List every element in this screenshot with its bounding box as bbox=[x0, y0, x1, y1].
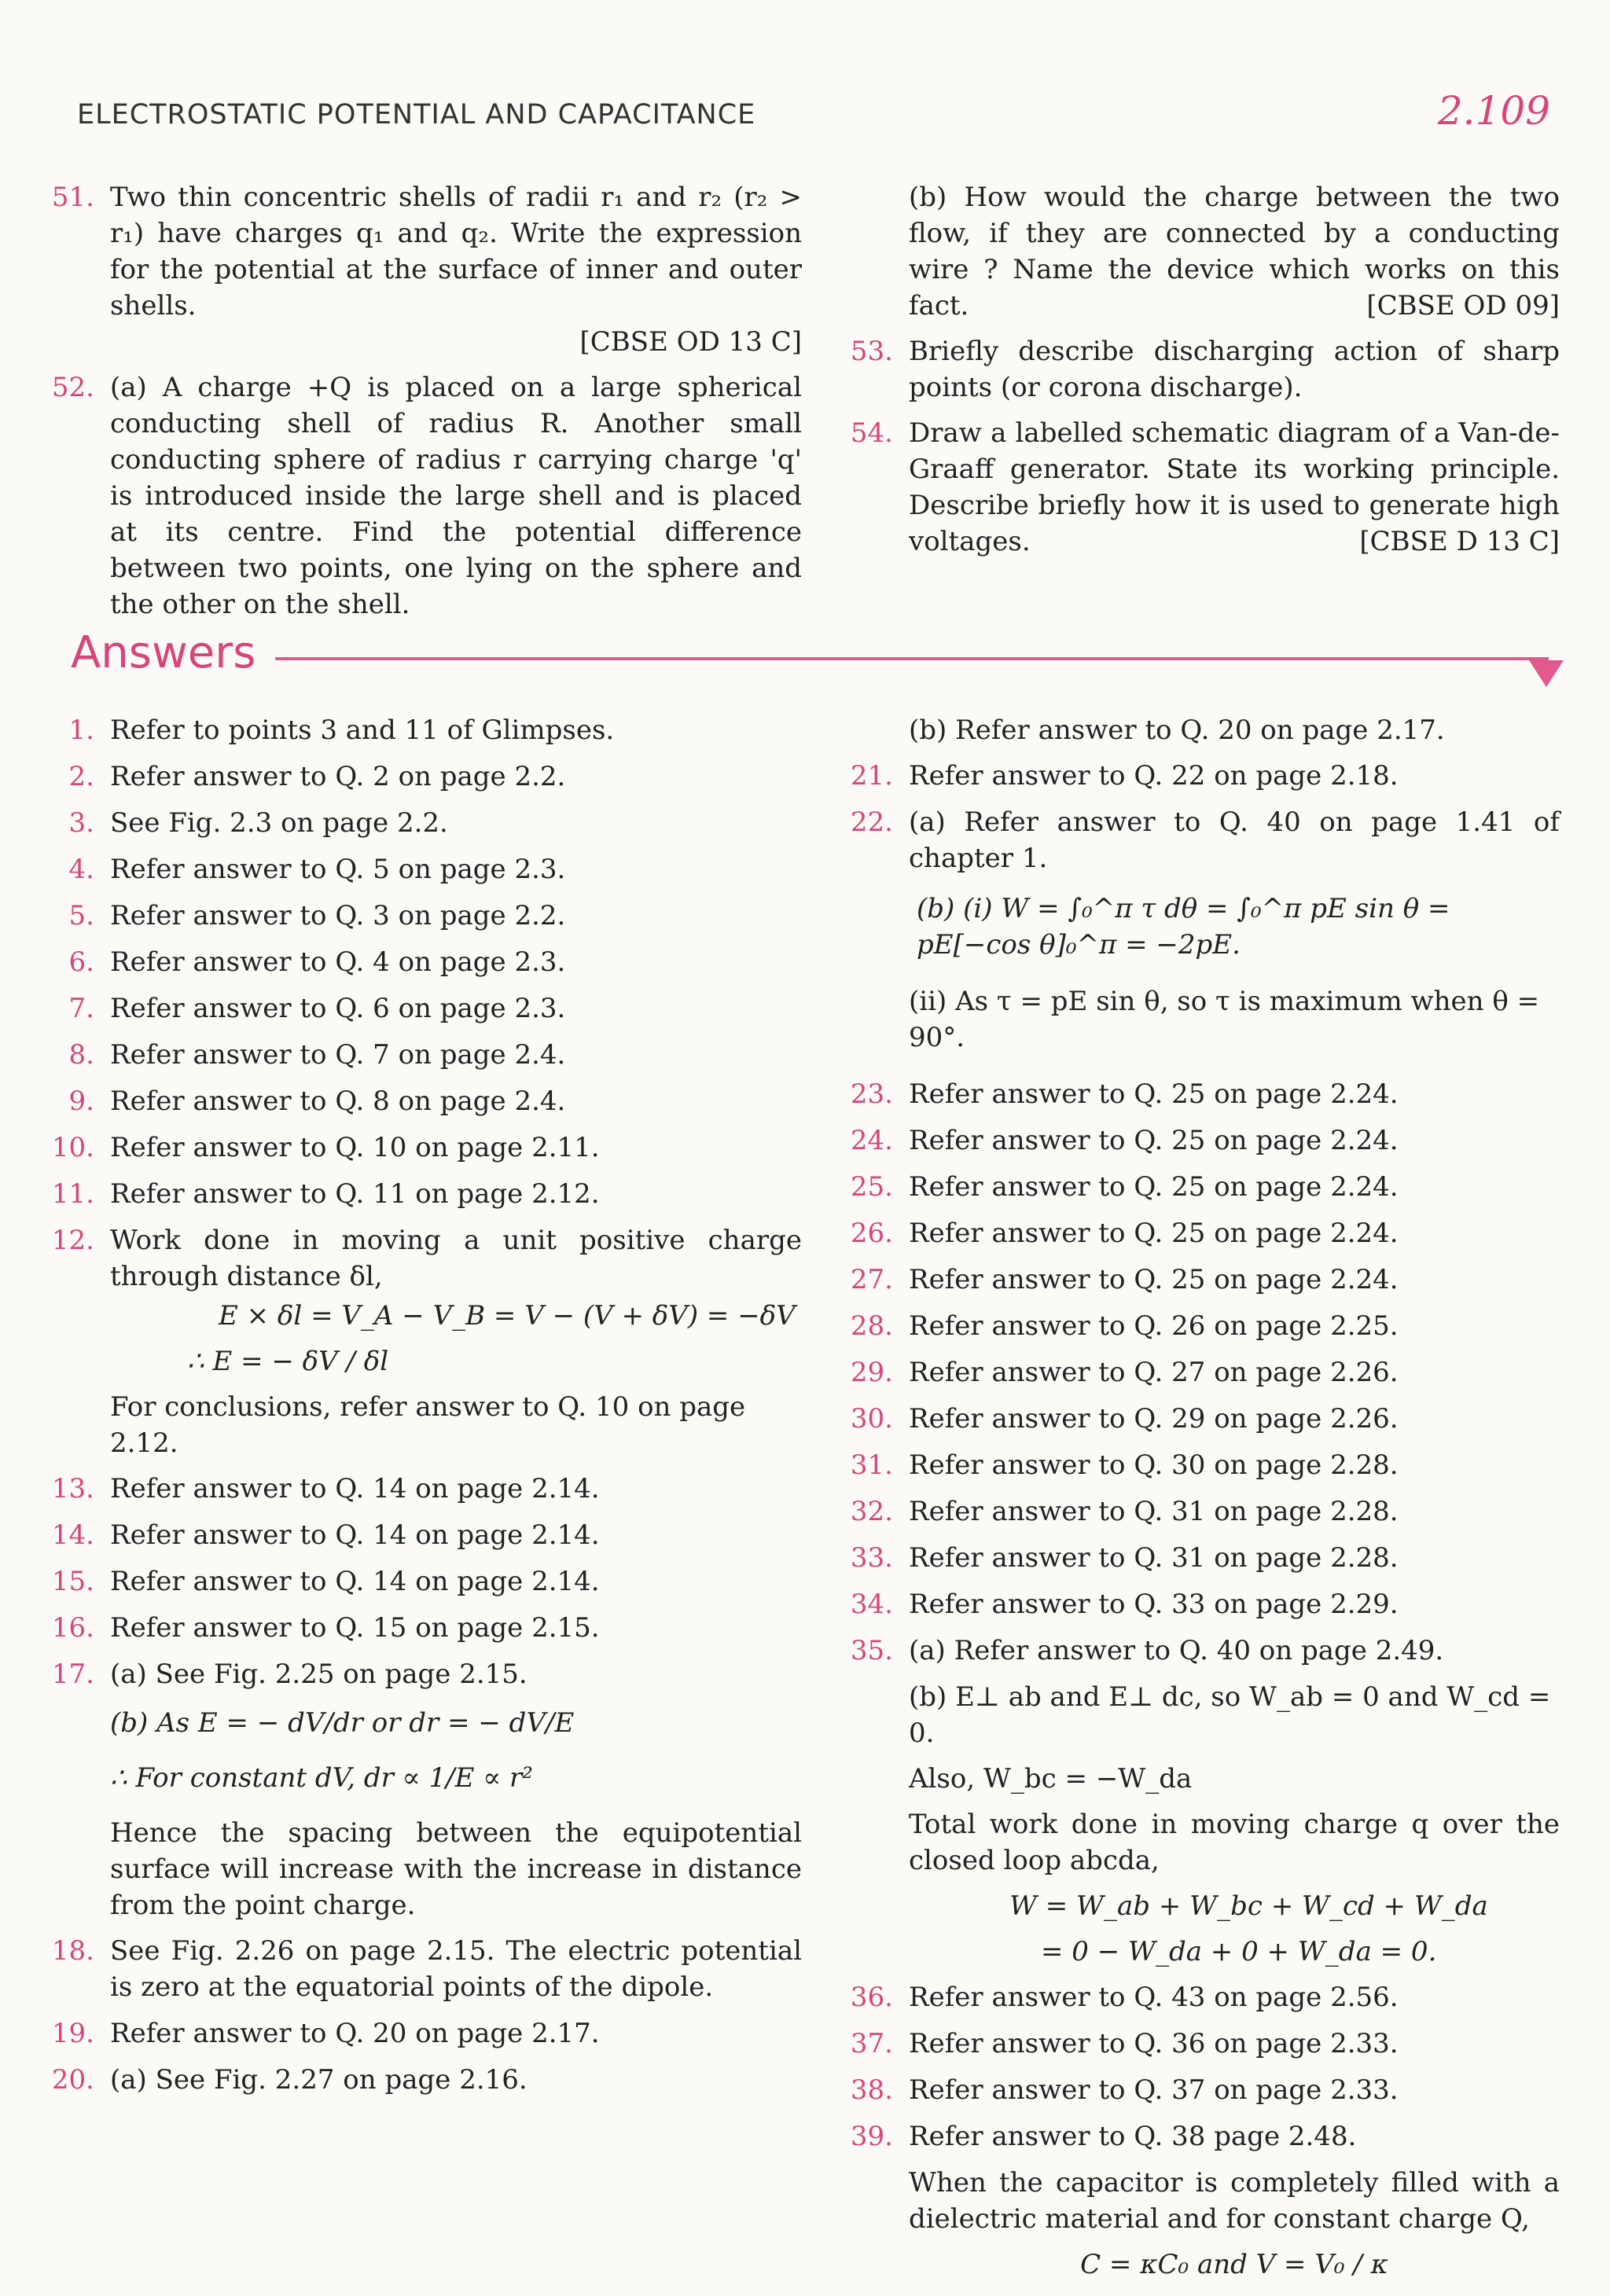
question-52b bbox=[909, 179, 1560, 324]
answer-text: Refer answer to Q. 8 on page 2.4. bbox=[110, 1086, 566, 1117]
answer-number: 3. bbox=[68, 807, 94, 839]
answer-number: 29. bbox=[850, 1357, 893, 1388]
answer-item bbox=[38, 1471, 802, 1507]
answer-item bbox=[836, 1122, 1560, 1159]
answer-item bbox=[38, 1037, 802, 1073]
answer-text: Refer answer to Q. 6 on page 2.3. bbox=[110, 993, 566, 1024]
answer-number: 23. bbox=[850, 1078, 893, 1110]
answer-text: Hence the spacing between the equipotential surface will increase with the increase in distance from the point charge. bbox=[110, 1817, 802, 1921]
answer-item bbox=[836, 1493, 1560, 1530]
answer-number: 4. bbox=[68, 854, 94, 885]
answer-item bbox=[38, 1517, 802, 1553]
answer-text: (a) Refer answer to Q. 40 on page 2.49. bbox=[909, 1635, 1444, 1666]
answer-number: 2. bbox=[68, 761, 94, 792]
answer-item bbox=[836, 1076, 1560, 1112]
answer-text: Refer to points 3 and 11 of Glimpses. bbox=[110, 715, 615, 746]
equation: = 0 − W_da + 0 + W_da = 0. bbox=[1041, 1936, 1437, 1967]
answer-text: Refer answer to Q. 33 on page 2.29. bbox=[909, 1589, 1399, 1620]
answer-text: Refer answer to Q. 31 on page 2.28. bbox=[909, 1496, 1399, 1527]
answer-text: (b) Refer answer to Q. 20 on page 2.17. bbox=[909, 715, 1445, 746]
answer-item bbox=[836, 1354, 1560, 1390]
chapter-title: ELECTROSTATIC POTENTIAL AND CAPACITANCE bbox=[77, 99, 756, 130]
answer-text: Refer answer to Q. 20 on page 2.17. bbox=[110, 2018, 600, 2049]
question-number: 52. bbox=[51, 372, 94, 403]
question-reference: [CBSE OD 09] bbox=[1366, 290, 1560, 321]
answer-number: 35. bbox=[850, 1635, 893, 1666]
question-number: 53. bbox=[850, 336, 893, 367]
question-54 bbox=[836, 415, 1560, 560]
answer-35 bbox=[836, 1633, 1560, 1669]
answer-text: For conclusions, refer answer to Q. 10 on page 2.12. bbox=[110, 1391, 746, 1459]
questions-right-column bbox=[836, 179, 1560, 569]
answer-item bbox=[836, 2026, 1560, 2062]
answer-item bbox=[836, 1586, 1560, 1622]
answer-number: 17. bbox=[51, 1659, 94, 1690]
answer-number: 28. bbox=[850, 1310, 893, 1342]
answer-number: 33. bbox=[850, 1542, 893, 1574]
page-number: 2.109 bbox=[1437, 88, 1550, 134]
answer-item bbox=[38, 2015, 802, 2052]
equation: ∴ E = − δV / δl bbox=[187, 1346, 389, 1377]
answer-text: Refer answer to Q. 2 on page 2.2. bbox=[110, 761, 566, 792]
answer-item bbox=[38, 2062, 802, 2098]
answer-text: (a) See Fig. 2.25 on page 2.15. bbox=[110, 1659, 527, 1690]
answer-text: Refer answer to Q. 22 on page 2.18. bbox=[909, 760, 1399, 792]
question-53 bbox=[836, 333, 1560, 406]
answer-number: 34. bbox=[850, 1589, 893, 1620]
answers-right-column bbox=[836, 712, 1560, 2292]
answer-item bbox=[38, 1610, 802, 1646]
answer-item bbox=[836, 1401, 1560, 1437]
answer-number: 11. bbox=[51, 1178, 94, 1210]
answer-number: 12. bbox=[51, 1225, 94, 1256]
answer-number: 5. bbox=[68, 900, 94, 931]
answer-number: 16. bbox=[51, 1612, 94, 1644]
answer-text: Refer answer to Q. 29 on page 2.26. bbox=[909, 1403, 1399, 1435]
answer-item bbox=[38, 990, 802, 1027]
answer-number: 24. bbox=[850, 1125, 893, 1156]
answer-text: Refer answer to Q. 25 on page 2.24. bbox=[909, 1125, 1399, 1156]
question-text: Draw a labelled schematic diagram of a Van-de-Graaff generator. State its working principle. Describe briefly how it is used to generate high voltages. bbox=[909, 417, 1560, 557]
answer-number: 1. bbox=[68, 715, 94, 746]
answer-text: Refer answer to Q. 10 on page 2.11. bbox=[110, 1132, 600, 1163]
equation: (b) As E = − dV/dr or dr = − dV/E bbox=[110, 1707, 575, 1739]
answer-number: 20. bbox=[51, 2064, 94, 2096]
answer-item bbox=[836, 1540, 1560, 1576]
question-text: Briefly describe discharging action of sharp points (or corona discharge). bbox=[909, 336, 1560, 403]
answer-text: Refer answer to Q. 14 on page 2.14. bbox=[110, 1566, 600, 1597]
answer-text: Refer answer to Q. 37 on page 2.33. bbox=[909, 2074, 1399, 2106]
answer-text: Also, W_bc = −W_da bbox=[909, 1763, 1193, 1795]
answer-number: 30. bbox=[850, 1403, 893, 1435]
answer-22 bbox=[836, 804, 1560, 876]
answer-number: 21. bbox=[850, 760, 893, 792]
equation: W = W_ab + W_bc + W_cd + W_da bbox=[1009, 1890, 1488, 1922]
answer-item bbox=[38, 1176, 802, 1212]
answer-number: 15. bbox=[51, 1566, 94, 1597]
answer-number: 14. bbox=[51, 1519, 94, 1551]
equation: C = κC₀ and V = V₀ / κ bbox=[1080, 2249, 1388, 2280]
answer-12 bbox=[38, 1222, 802, 1295]
answer-text: Refer answer to Q. 26 on page 2.25. bbox=[909, 1310, 1399, 1342]
answer-number: 37. bbox=[850, 2028, 893, 2059]
answer-number: 7. bbox=[68, 993, 94, 1024]
answers-left-column bbox=[38, 712, 802, 2108]
answer-number: 9. bbox=[68, 1086, 94, 1117]
answer-number: 6. bbox=[68, 946, 94, 978]
answer-item bbox=[38, 944, 802, 980]
answer-number: 13. bbox=[51, 1473, 94, 1504]
answer-text: Work done in moving a unit positive charge through distance δl, bbox=[110, 1225, 802, 1292]
answers-rule bbox=[275, 657, 1549, 660]
answer-item bbox=[836, 1262, 1560, 1298]
answers-rule-arrow bbox=[1529, 660, 1564, 687]
answer-item bbox=[836, 1308, 1560, 1344]
answer-text: Refer answer to Q. 25 on page 2.24. bbox=[909, 1264, 1399, 1295]
answer-text: (a) See Fig. 2.27 on page 2.16. bbox=[110, 2064, 527, 2096]
answer-item bbox=[836, 2072, 1560, 2108]
answer-text: (ii) As τ = pE sin θ, so τ is maximum when θ = 90°. bbox=[909, 986, 1540, 1053]
answer-number: 19. bbox=[51, 2018, 94, 2049]
answer-item bbox=[38, 1563, 802, 1600]
answer-text: Refer answer to Q. 25 on page 2.24. bbox=[909, 1078, 1399, 1110]
answer-item bbox=[38, 805, 802, 841]
answer-text: Refer answer to Q. 15 on page 2.15. bbox=[110, 1612, 600, 1644]
answer-text: Refer answer to Q. 25 on page 2.24. bbox=[909, 1171, 1399, 1203]
answer-item bbox=[836, 2118, 1560, 2155]
answer-number: 36. bbox=[850, 1982, 893, 2013]
question-text: Two thin concentric shells of radii r₁ and r₂ (r₂ > r₁) have charges q₁ and q₂. Write the expression for the potential at the surface of inner and outer shells. bbox=[110, 182, 802, 321]
answer-text: Refer answer to Q. 14 on page 2.14. bbox=[110, 1519, 600, 1551]
answer-number: 39. bbox=[850, 2121, 893, 2152]
question-52 bbox=[38, 369, 802, 623]
answer-text: Refer answer to Q. 36 on page 2.33. bbox=[909, 2028, 1399, 2059]
answer-text: Refer answer to Q. 11 on page 2.12. bbox=[110, 1178, 600, 1210]
answer-number: 32. bbox=[850, 1496, 893, 1527]
answer-text: Refer answer to Q. 4 on page 2.3. bbox=[110, 946, 566, 978]
equation: E × δl = V_A − V_B = V − (V + δV) = −δV bbox=[219, 1300, 796, 1332]
equation: (b) (i) W = ∫₀^π τ dθ = ∫₀^π pE sin θ = pE[−cos θ]₀^π = −2pE. bbox=[917, 893, 1450, 961]
answer-text: (b) E⊥ ab and E⊥ dc, so W_ab = 0 and W_cd = 0. bbox=[909, 1681, 1551, 1749]
answer-item bbox=[38, 898, 802, 934]
answer-text: Refer answer to Q. 31 on page 2.28. bbox=[909, 1542, 1399, 1574]
answer-text: (a) Refer answer to Q. 40 on page 1.41 of chapter 1. bbox=[909, 806, 1560, 874]
question-text: (a) A charge +Q is placed on a large spherical conducting shell of radius R. Another small conducting sphere of radius r carrying charge 'q' is introduced inside the large shell and is placed at its centre. Find the potential difference between two points, one lying on the sphere and the other on the shell. bbox=[110, 372, 802, 620]
answer-item bbox=[836, 1447, 1560, 1483]
answer-text: Refer answer to Q. 30 on page 2.28. bbox=[909, 1449, 1399, 1481]
question-number: 51. bbox=[51, 182, 94, 213]
answer-text: Refer answer to Q. 5 on page 2.3. bbox=[110, 854, 566, 885]
answer-item bbox=[38, 1083, 802, 1119]
answer-item bbox=[38, 851, 802, 887]
answer-text: Refer answer to Q. 27 on page 2.26. bbox=[909, 1357, 1399, 1388]
answer-17 bbox=[38, 1656, 802, 1692]
answer-item bbox=[38, 1130, 802, 1166]
question-51 bbox=[38, 179, 802, 360]
answer-text: Refer answer to Q. 3 on page 2.2. bbox=[110, 900, 566, 931]
question-reference: [CBSE D 13 C] bbox=[1359, 526, 1560, 557]
questions-left-column bbox=[38, 179, 802, 632]
question-reference: [CBSE OD 13 C] bbox=[579, 326, 802, 358]
answer-text: Total work done in moving charge q over the closed loop abcda, bbox=[909, 1809, 1560, 1876]
answer-item bbox=[38, 759, 802, 795]
answer-item bbox=[38, 1933, 802, 2005]
answer-text: Refer answer to Q. 25 on page 2.24. bbox=[909, 1218, 1399, 1249]
answer-item bbox=[836, 758, 1560, 794]
question-number: 54. bbox=[850, 417, 893, 449]
answer-text: See Fig. 2.26 on page 2.15. The electric potential is zero at the equatorial points of the dipole. bbox=[110, 1935, 802, 2003]
answer-number: 27. bbox=[850, 1264, 893, 1295]
answer-number: 31. bbox=[850, 1449, 893, 1481]
answer-number: 25. bbox=[850, 1171, 893, 1203]
answer-number: 22. bbox=[850, 806, 893, 838]
answer-text: Refer answer to Q. 14 on page 2.14. bbox=[110, 1473, 600, 1504]
answer-item bbox=[836, 1979, 1560, 2015]
answer-number: 18. bbox=[51, 1935, 94, 1967]
equation: ∴ For constant dV, dr ∝ 1/E ∝ r² bbox=[110, 1762, 533, 1794]
question-text: (b) How would the charge between the two flow, if they are connected by a conducting wire ? Name the device which works on this fact. bbox=[909, 182, 1560, 321]
answer-text: Refer answer to Q. 7 on page 2.4. bbox=[110, 1039, 566, 1071]
answer-item bbox=[38, 712, 802, 748]
answer-item bbox=[836, 1169, 1560, 1205]
answer-text: See Fig. 2.3 on page 2.2. bbox=[110, 807, 448, 839]
answer-number: 26. bbox=[850, 1218, 893, 1249]
answer-number: 8. bbox=[68, 1039, 94, 1071]
answer-number: 10. bbox=[51, 1132, 94, 1163]
answer-number: 38. bbox=[850, 2074, 893, 2106]
answers-heading: Answers bbox=[71, 627, 256, 678]
answer-item bbox=[836, 1215, 1560, 1251]
answer-text: When the capacitor is completely filled with a dielectric material and for constant charge Q, bbox=[909, 2167, 1560, 2235]
answer-text: Refer answer to Q. 43 on page 2.56. bbox=[909, 1982, 1399, 2013]
answer-text: Refer answer to Q. 38 page 2.48. bbox=[909, 2121, 1357, 2152]
